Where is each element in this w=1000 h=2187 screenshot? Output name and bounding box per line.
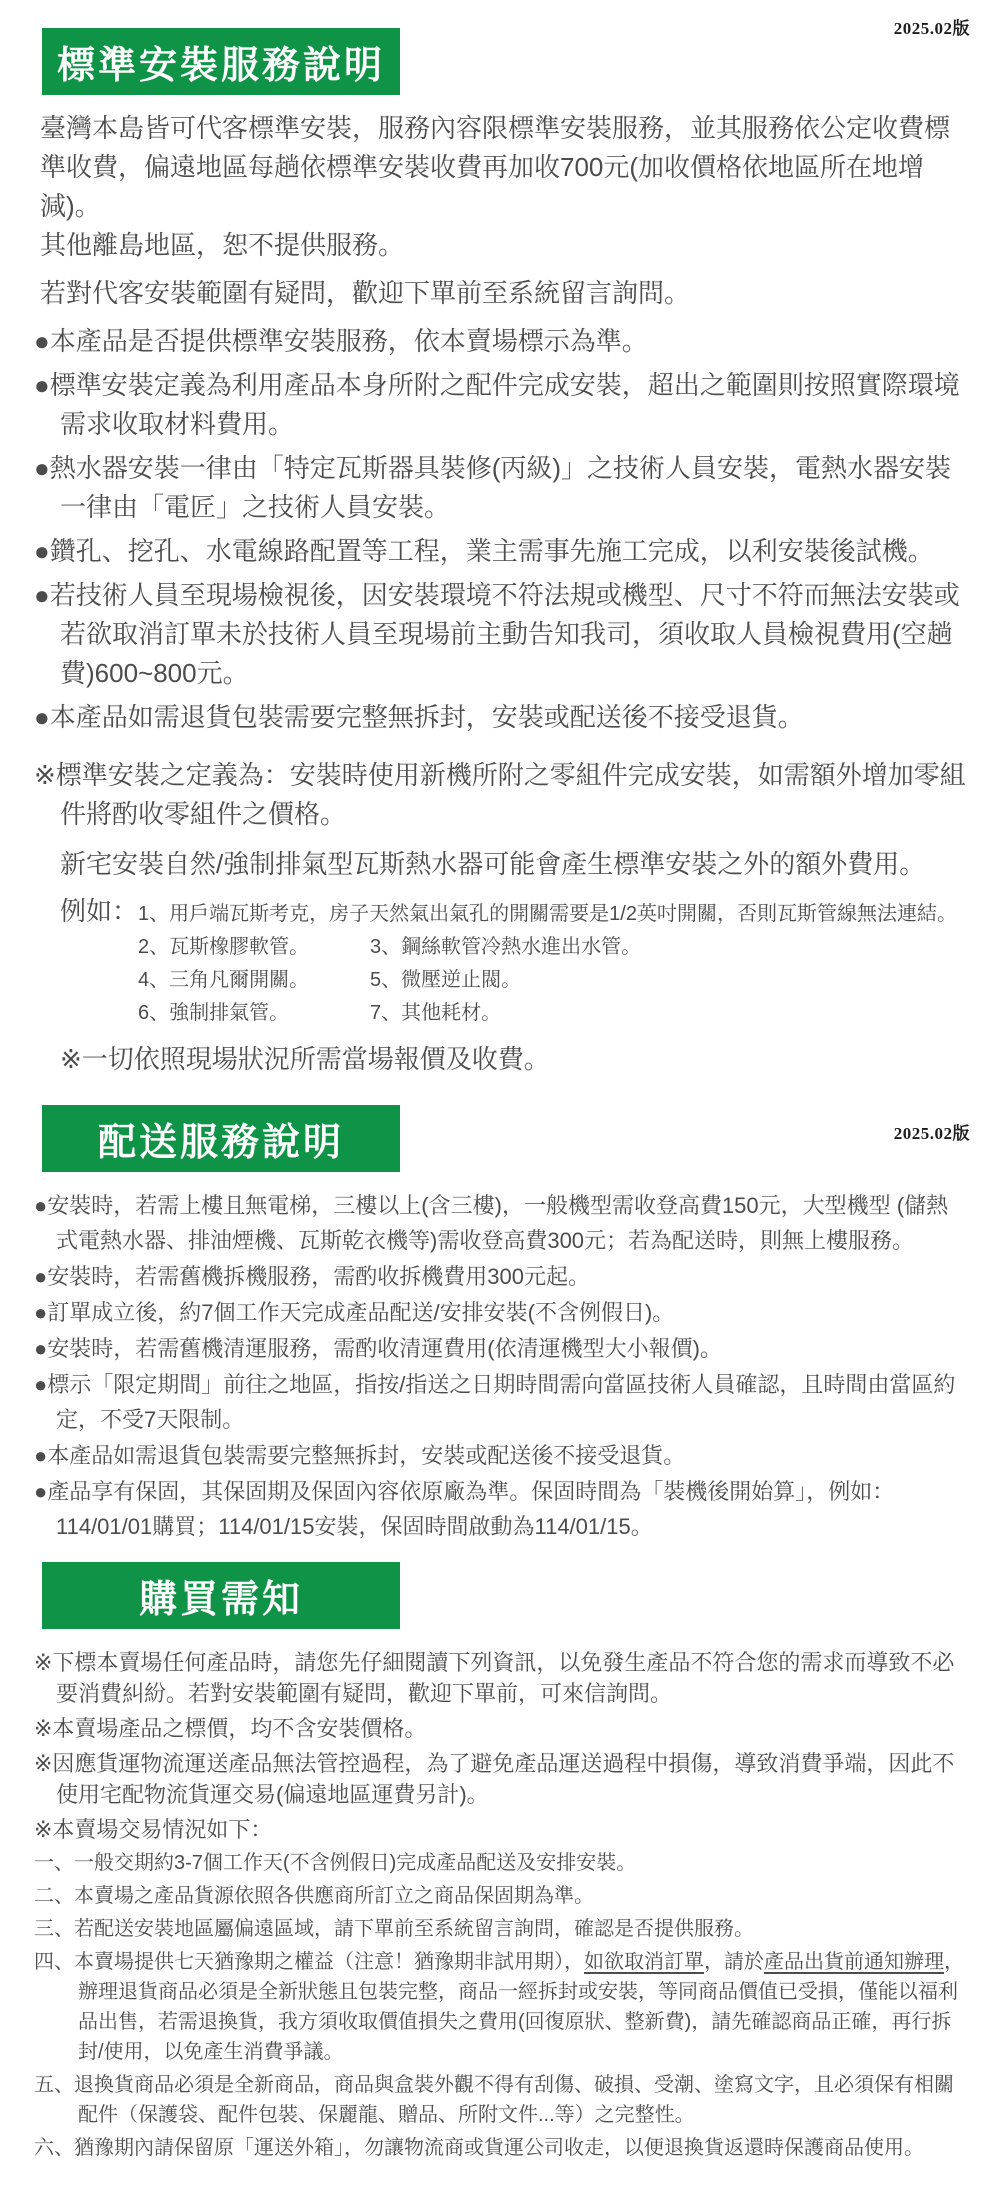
purchase-list-item: 二、本賣場之產品貨源依照各供應商所訂立之商品保固期為準。 xyxy=(34,1885,594,1907)
delivery-title-box xyxy=(42,1105,400,1172)
version-label: 2025.02版 xyxy=(893,1124,970,1143)
section-title: 標準安裝服務說明 xyxy=(56,45,385,87)
section-title: 配送服務說明 xyxy=(97,1122,344,1164)
example-line xyxy=(138,964,957,997)
bullet-item: ●若技術人員至現場檢視後，因安裝環境不符法規或機型、尺寸不符而無法安裝或若欲取消訂單未於技術人員至現場前主動告知我司，須收取人員檢視費用(空趟費)600~800元。 xyxy=(34,580,960,688)
example-cell: 5、微壓逆止閥。 xyxy=(370,969,522,991)
purchase-list-item: 四、本賣場提供七天猶豫期之權益（注意！猶豫期非試用期），如欲取消訂單，請於產品出貨前通知辦理，辦理退貨商品必須是全新狀態且包裝完整，商品一經拆封或安裝，等同商品價值已受損，僅能以福利品出售，若需退換貨，我方須收取價值損失之費用(回復原狀、整新費)，請先確認商品正確，再行拆封/使用，以免產生消費爭議。 xyxy=(34,1951,964,2063)
section-standard-install xyxy=(34,14,970,1079)
bullet-item: ●安裝時，若需上樓且無電梯，三樓以上(含三樓)，一般機型需收登高費150元，大型機型 (儲熱式電熱水器、排油煙機、瓦斯乾衣機等)需收登高費300元；若為配送時，則無上樓服務。 xyxy=(34,1193,949,1253)
example-line xyxy=(138,997,957,1030)
purchase-list-item: 一、一般交期約3-7個工作天(不含例假日)完成產品配送及安排安裝。 xyxy=(34,1852,637,1874)
purchase-note: ※本賣場交易情況如下： xyxy=(34,1817,273,1842)
bullet-item: ●鑽孔、挖孔、水電線路配置等工程，業主需事先施工完成，以利安裝後試機。 xyxy=(34,536,934,566)
intro-paragraph: 若對代客安裝範圍有疑問，歡迎下單前至系統留言詢問。 xyxy=(40,278,691,308)
purchase-list-item: 三、若配送安裝地區屬偏遠區域，請下單前至系統留言詢問，確認是否提供服務。 xyxy=(34,1918,754,1940)
example-line xyxy=(138,931,957,964)
example-cell: 2、瓦斯橡膠軟管。 xyxy=(138,936,310,958)
section-title: 購買需知 xyxy=(138,1579,303,1621)
underlined-phrase: 如欲取消訂單 xyxy=(584,1951,704,1973)
example-line: 1、用戶端瓦斯考克，房子天然氣出氣孔的開關需要是1/2英吋開關，否則瓦斯管線無法連結。 xyxy=(138,903,957,925)
bullet-item: ●標準安裝定義為利用產品本身所附之配件完成安裝，超出之範圍則按照實際環境需求收取材料費用。 xyxy=(34,370,960,439)
bullet-item: ●熱水器安裝一律由「特定瓦斯器具裝修(丙級)」之技術人員安裝，電熱水器安裝一律由「電匠」之技術人員安裝。 xyxy=(34,453,952,522)
bullet-item: ●安裝時，若需舊機清運服務，需酌收清運費用(依清運機型大小報價)。 xyxy=(34,1336,722,1361)
bullet-item: ●本產品是否提供標準安裝服務，依本賣場標示為準。 xyxy=(34,326,648,356)
version-label: 2025.02版 xyxy=(893,19,970,38)
intro-paragraph: 臺灣本島皆可代客標準安裝，服務內容限標準安裝服務，並其服務依公定收費標準收費，偏遠地區每趟依標準安裝收費再加收700元(加收價格依地區所在地增減)。 xyxy=(40,113,951,221)
bullet-item: ●訂單成立後，約7個工作天完成產品配送/安排安裝(不含例假日)。 xyxy=(34,1300,675,1325)
bullet-item: ●本產品如需退貨包裝需要完整無拆封，安裝或配送後不接受退貨。 xyxy=(34,702,804,732)
purchase-note: ※因應貨運物流運送產品無法管控過程，為了避免產品運送過程中損傷，導致消費爭端，因此不使用宅配物流貨運交易(偏遠地區運費另計)。 xyxy=(34,1751,955,1807)
intro-paragraph: 其他離島地區，恕不提供服務。 xyxy=(40,230,405,260)
purchase-list-item: 六、猶豫期內請保留原「運送外箱」，勿讓物流商或貨運公司收走，以便退換貨返還時保護商品使用。 xyxy=(34,2137,924,2159)
example-cell: 6、強制排氣管。 xyxy=(138,1002,290,1024)
note-item: 新宅安裝自然/強制排氣型瓦斯熱水器可能會產生標準安裝之外的額外費用。 xyxy=(60,849,926,879)
note-item: ※標準安裝之定義為：安裝時使用新機所附之零組件完成安裝，如需額外增加零組件將酌收零組件之價格。 xyxy=(34,760,966,829)
example-list xyxy=(138,893,957,1030)
purchase-note: ※下標本賣場任何產品時，請您先仔細閱讀下列資訊，以免發生產品不符合您的需求而導致不必要消費糾紛。若對安裝範圍有疑問，歡迎下單前，可來信詢問。 xyxy=(34,1650,955,1706)
bullet-item: ●本產品如需退貨包裝需要完整無拆封，安裝或配送後不接受退貨。 xyxy=(34,1443,686,1468)
purchase-list-item: 五、退換貨商品必須是全新商品，商品與盒裝外觀不得有刮傷、破損、受潮、塗寫文字，且必須保有相關配件（保護袋、配件包裝、保麗龍、贈品、所附文件...等）之完整性。 xyxy=(34,2074,954,2126)
bullet-item: ●安裝時，若需舊機拆機服務，需酌收拆機費用300元起。 xyxy=(34,1264,590,1289)
bullet-item: ●標示「限定期間」前往之地區，指按/指送之日期時間需向當區技術人員確認，且時間由當區約定，不受7天限制。 xyxy=(34,1372,956,1432)
section-delivery xyxy=(34,1105,970,1544)
section-purchase xyxy=(34,1562,970,2163)
bullet-item: ●產品享有保固，其保固期及保固內容依原廠為準。保固時間為「裝機後開始算」，例如：114/01/01購買；114/01/15安裝，保固時間啟動為114/01/15。 xyxy=(34,1479,895,1539)
example-cell: 7、其他耗材。 xyxy=(370,1002,502,1024)
purchase-title-box xyxy=(42,1562,400,1629)
example-block xyxy=(34,893,970,1030)
example-label: 例如： xyxy=(60,896,139,926)
underlined-phrase: 產品出貨前通知辦理 xyxy=(764,1951,944,1973)
standard-install-title-box xyxy=(42,28,400,95)
purchase-note: ※本賣場產品之標價，均不含安裝價格。 xyxy=(34,1716,427,1741)
example-note: ※一切依照現場狀況所需當場報價及收費。 xyxy=(60,1044,550,1074)
example-cell: 4、三角凡爾開關。 xyxy=(138,969,310,991)
example-cell: 3、鋼絲軟管冷熱水進出水管。 xyxy=(370,936,642,958)
